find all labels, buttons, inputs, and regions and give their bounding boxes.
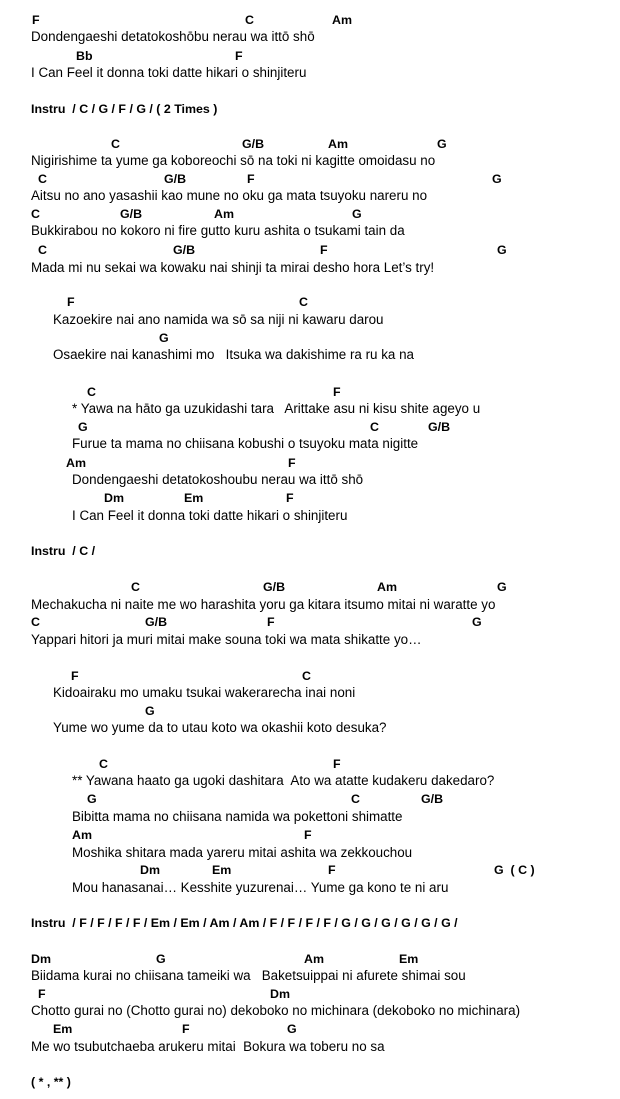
instrumental-line: Instru / C / — [31, 544, 96, 558]
lyric-line: Furue ta mama no chiisana kobushi o tsuyoku mata nigitte — [72, 436, 419, 451]
chord-line — [0, 1021, 620, 1037]
lyric-line: Me wo tsubutchaeba arukeru mitai Bokura wa toberu no sa — [31, 1039, 385, 1054]
chord: Em — [399, 952, 419, 966]
lyric-line: Bukkirabou no kokoro ni fire gutto kuru ashita o tsukami tain da — [31, 223, 405, 238]
chord: Dm — [140, 863, 160, 877]
chord: G — [156, 952, 166, 966]
chord-line — [0, 579, 620, 595]
lyric-line: I Can Feel it donna toki datte hikari o shinjiteru — [31, 65, 307, 80]
instrumental-line: ( * , ** ) — [31, 1075, 71, 1089]
instrumental-line: Instru / F / F / F / F / Em / Em / Am / Am / F / F / F / F / G / G / G / G / G / G / — [31, 916, 458, 930]
chord: F — [288, 456, 296, 470]
chord: Am — [377, 580, 397, 594]
chord: G/B — [242, 137, 265, 151]
chord: C — [370, 420, 379, 434]
chord-line — [0, 756, 620, 772]
chord: G/B — [145, 615, 168, 629]
chord-line — [0, 384, 620, 400]
chord: G — [78, 420, 88, 434]
lyric-line: I Can Feel it donna toki datte hikari o shinjiteru — [72, 508, 348, 523]
chord: Dm — [270, 987, 290, 1001]
chord-line — [0, 12, 620, 28]
lyric-line: Dondengaeshi detatokoshōbu nerau wa ittō shō — [31, 29, 315, 44]
chord: F — [38, 987, 46, 1001]
chord: F — [286, 491, 294, 505]
chord: F — [333, 757, 341, 771]
lyric-line: Nigirishime ta yume ga koboreochi sō na toki ni kagitte omoidasu no — [31, 153, 436, 168]
chord: C — [245, 13, 254, 27]
chord: F — [32, 13, 40, 27]
lyric-line: ** Yawana haato ga ugoki dashitara Ato wa atatte kudakeru dakedaro? — [72, 773, 495, 788]
chord: F — [320, 243, 328, 257]
chord-line — [0, 614, 620, 630]
chord: G/B — [164, 172, 187, 186]
lyric-line: Kidoairaku mo umaku tsukai wakerarecha inai noni — [53, 685, 356, 700]
chord: F — [328, 863, 336, 877]
chord: F — [235, 49, 243, 63]
chord: G — [159, 331, 169, 345]
chord: F — [333, 385, 341, 399]
chord: Am — [214, 207, 234, 221]
chord: C — [38, 172, 47, 186]
lyric-line: * Yawa na hāto ga uzukidashi tara Arittake asu ni kisu shite ageyo u — [72, 401, 481, 416]
chord: F — [304, 828, 312, 842]
chord-line — [0, 330, 620, 346]
chord: G — [497, 580, 507, 594]
chord: Am — [328, 137, 348, 151]
chord: C — [299, 295, 308, 309]
lyric-line: Yume wo yume da to utau koto wa okashii koto desuka? — [53, 720, 387, 735]
chord: G/B — [428, 420, 451, 434]
chord: C — [131, 580, 140, 594]
lyric-line: Mada mi nu sekai wa kowaku nai shinji ta mirai desho hora Let’s try! — [31, 260, 435, 275]
lyric-line: Biidama kurai no chiisana tameiki wa Baketsuippai ni afurete shimai sou — [31, 968, 466, 983]
chord: Bb — [76, 49, 93, 63]
chord: F — [67, 295, 75, 309]
chord: G — [287, 1022, 297, 1036]
lyric-line: Yappari hitori ja muri mitai make souna toki wa mata shikatte yo… — [31, 632, 422, 647]
chord-line — [0, 862, 620, 878]
chord-line — [0, 171, 620, 187]
chord-line — [0, 206, 620, 222]
chord: G ( C ) — [494, 863, 535, 877]
chord: C — [302, 669, 311, 683]
chord-line — [0, 490, 620, 506]
chord: Dm — [31, 952, 51, 966]
chord-line — [0, 668, 620, 684]
chord-line — [0, 791, 620, 807]
chord: C — [111, 137, 120, 151]
chord-line — [0, 951, 620, 967]
chord: G — [87, 792, 97, 806]
chord-line — [0, 294, 620, 310]
chord: C — [31, 615, 40, 629]
chord-line — [0, 827, 620, 843]
chord-line — [0, 455, 620, 471]
chord: G — [437, 137, 447, 151]
chord: C — [87, 385, 96, 399]
lyric-line: Aitsu no ano yasashii kao mune no oku ga mata tsuyoku nareru no — [31, 188, 428, 203]
lyric-line: Chotto gurai no (Chotto gurai no) dekoboko no michinara (dekoboko no michinara) — [31, 1003, 521, 1018]
chord: G — [145, 704, 155, 718]
chord: C — [99, 757, 108, 771]
chord: F — [182, 1022, 190, 1036]
lyric-line: Kazoekire nai ano namida wa sō sa niji ni kawaru darou — [53, 312, 384, 327]
lyric-line: Moshika shitara mada yareru mitai ashita wa zekkouchou — [72, 845, 413, 860]
chord: C — [31, 207, 40, 221]
chord: Am — [72, 828, 92, 842]
chord-line — [0, 419, 620, 435]
chord: F — [71, 669, 79, 683]
chord: Am — [66, 456, 86, 470]
chord: G — [492, 172, 502, 186]
lyric-line: Mechakucha ni naite me wo harashita yoru ga kitara itsumo mitai ni waratte yo — [31, 597, 496, 612]
chord: G — [472, 615, 482, 629]
chord-line — [0, 703, 620, 719]
chord: G — [497, 243, 507, 257]
chord: F — [247, 172, 255, 186]
chord-line — [0, 986, 620, 1002]
chord: Em — [212, 863, 232, 877]
lyric-line: Mou hanasanai… Kesshite yuzurenai… Yume ga kono te ni aru — [72, 880, 449, 895]
lyric-line: Dondengaeshi detatokoshoubu nerau wa ittō shō — [72, 472, 364, 487]
chord: Dm — [104, 491, 124, 505]
chord: Am — [304, 952, 324, 966]
chord: C — [38, 243, 47, 257]
lyric-line: Osaekire nai kanashimi mo Itsuka wa dakishime ra ru ka na — [53, 347, 414, 362]
chord: G/B — [173, 243, 196, 257]
instrumental-line: Instru / C / G / F / G / ( 2 Times ) — [31, 102, 218, 116]
chord: G/B — [263, 580, 286, 594]
chord: Am — [332, 13, 352, 27]
chord: G/B — [120, 207, 143, 221]
chord: F — [267, 615, 275, 629]
chord-line — [0, 242, 620, 258]
chord: C — [351, 792, 360, 806]
chord: Em — [184, 491, 204, 505]
chord: G — [352, 207, 362, 221]
chord-line — [0, 136, 620, 152]
chord-line — [0, 48, 620, 64]
lyric-line: Bibitta mama no chiisana namida wa pokettoni shimatte — [72, 809, 403, 824]
chord: Em — [53, 1022, 73, 1036]
chord: G/B — [421, 792, 444, 806]
